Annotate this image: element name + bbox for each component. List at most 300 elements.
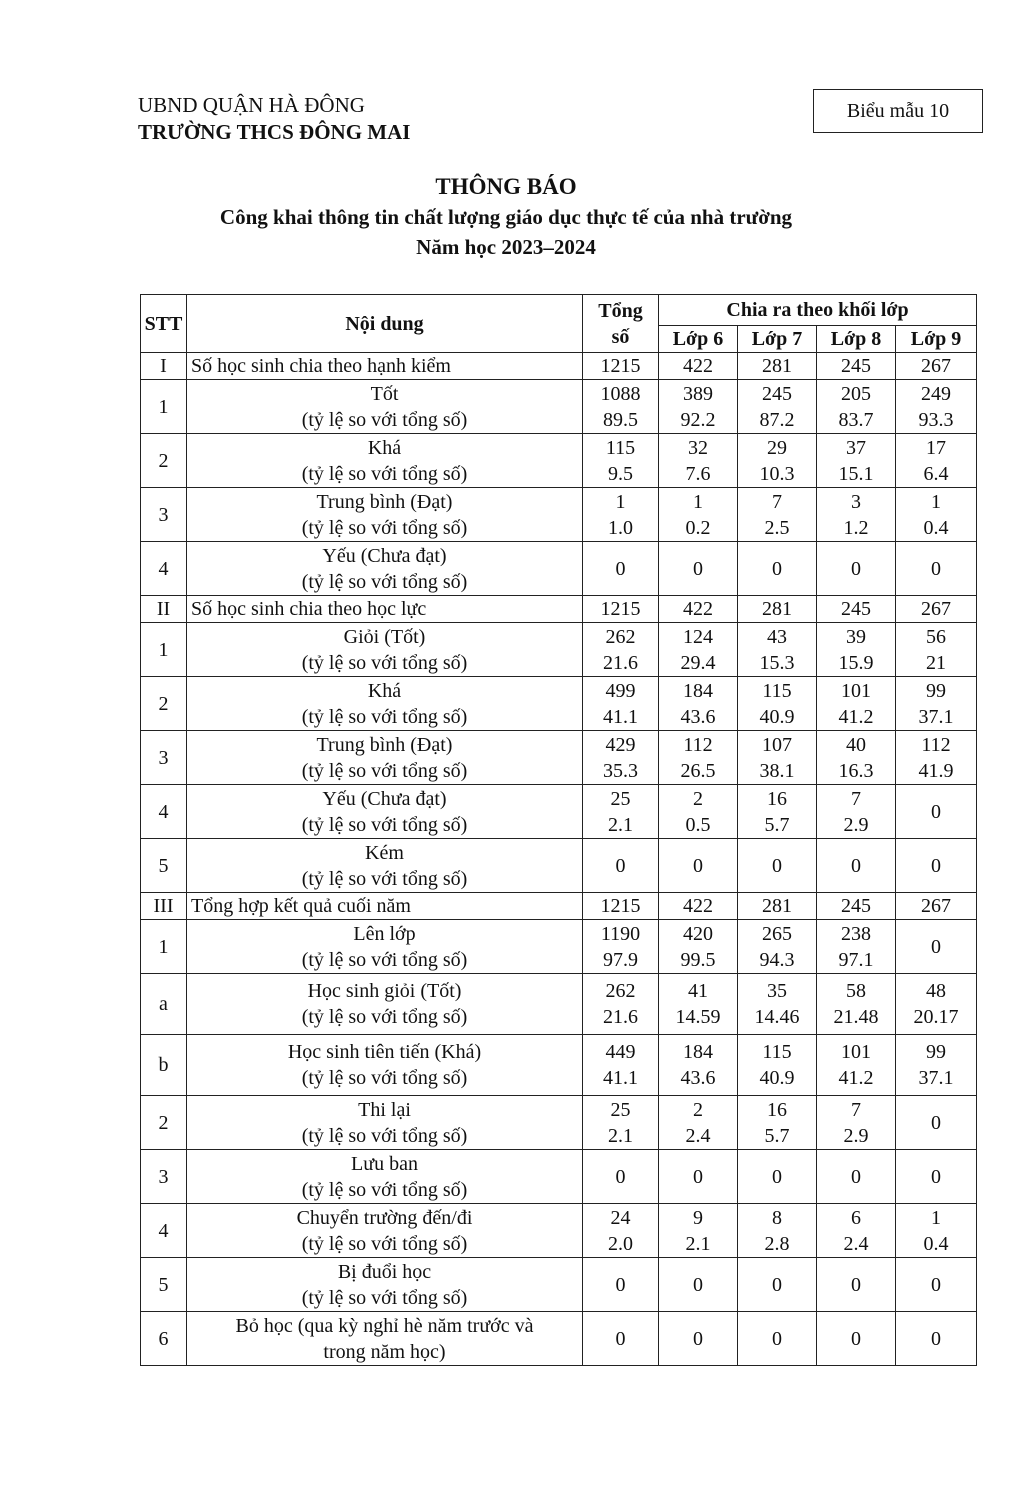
count-value: 7 (772, 490, 782, 513)
percent-value: 2.4 (843, 1232, 869, 1255)
header-grade-6: Lớp 6 (659, 326, 738, 353)
row-total-cell (583, 920, 659, 974)
row-label-cell (187, 380, 583, 434)
header-total-line1: Tổng (598, 299, 643, 322)
row-label-cell (187, 839, 583, 893)
grade-cell (817, 1096, 896, 1150)
count-value: 1 (931, 1206, 942, 1229)
count-value: 0 (931, 1273, 942, 1296)
row-label: Học sinh tiên tiến (Khá) (287, 1041, 482, 1063)
row-sublabel: (tỷ lệ so với tổng số) (301, 705, 468, 728)
count-value: 101 (841, 1041, 871, 1063)
grade-cell (738, 920, 817, 974)
count-value: 112 (921, 733, 951, 756)
count-value: 29 (767, 436, 787, 459)
grade-cell (817, 542, 896, 596)
grade-cell (896, 542, 977, 596)
count-value: 112 (683, 733, 713, 756)
count-value: 0 (615, 557, 626, 580)
percent-value: 16.3 (838, 759, 874, 782)
grade-cell (659, 1312, 738, 1366)
grade-cell (896, 380, 977, 434)
grade-cell (817, 677, 896, 731)
percent-value: 2.0 (608, 1232, 633, 1255)
grade-cell (817, 920, 896, 974)
percent-value: 21.48 (833, 1006, 879, 1028)
table-row (141, 974, 977, 1035)
row-total-cell (583, 1096, 659, 1150)
row-number: 2 (141, 677, 187, 731)
table-row (141, 1035, 977, 1096)
row-sublabel: (tỷ lệ so với tổng số) (301, 1124, 468, 1147)
grade-cell (738, 1096, 817, 1150)
grade-cell (896, 677, 977, 731)
grade-cell (659, 1150, 738, 1204)
percent-value: 29.4 (680, 651, 716, 674)
percent-value: 2.1 (608, 1124, 633, 1147)
table-row (141, 1204, 977, 1258)
count-value: 99 (926, 679, 947, 702)
section-grade-value: 267 (896, 893, 977, 920)
row-total-cell (583, 1312, 659, 1366)
count-value: 0 (615, 1273, 626, 1296)
count-value: 2 (693, 787, 703, 810)
row-sublabel: (tỷ lệ so với tổng số) (301, 1067, 468, 1089)
count-value: 265 (762, 922, 792, 945)
count-value: 37 (846, 436, 866, 459)
document-title: THÔNG BÁO (435, 174, 577, 199)
percent-value: 1.0 (608, 516, 633, 539)
count-value: 0 (772, 1273, 782, 1296)
grade-cell (659, 920, 738, 974)
count-value: 1 (693, 490, 703, 513)
grade-cell (896, 1258, 977, 1312)
count-value: 1088 (600, 382, 641, 405)
grade-cell (738, 434, 817, 488)
percent-value: 89.5 (603, 408, 638, 431)
section-grade-value: 281 (738, 893, 817, 920)
row-number: b (141, 1035, 187, 1096)
percent-value: 10.3 (759, 462, 795, 485)
percent-value: 26.5 (680, 759, 716, 782)
count-value: 0 (851, 557, 861, 580)
table-row (141, 785, 977, 839)
count-value: 262 (605, 980, 636, 1002)
row-sublabel: (tỷ lệ so với tổng số) (301, 1006, 468, 1028)
table-row (141, 1150, 977, 1204)
percent-value: 7.6 (685, 462, 711, 485)
row-label-cell (187, 434, 583, 488)
grade-cell (738, 1258, 817, 1312)
organization-header (138, 92, 410, 146)
section-total: 1215 (583, 596, 659, 623)
count-value: 1 (931, 490, 942, 513)
row-number: 4 (141, 1204, 187, 1258)
row-sublabel: (tỷ lệ so với tổng số) (301, 570, 468, 593)
row-label-cell (187, 920, 583, 974)
count-value: 429 (605, 733, 636, 756)
grade-cell (896, 839, 977, 893)
grade-cell (659, 785, 738, 839)
section-grade-value: 267 (896, 596, 977, 623)
row-label-cell (187, 1204, 583, 1258)
grade-cell (738, 677, 817, 731)
count-value: 0 (931, 935, 942, 958)
row-label: Bị đuổi học (337, 1260, 432, 1283)
percent-value: 99.5 (680, 948, 716, 971)
row-label: Trung bình (Đạt) (316, 490, 453, 513)
section-grade-value: 422 (659, 353, 738, 380)
percent-value: 15.9 (838, 651, 874, 674)
count-value: 9 (693, 1206, 703, 1229)
count-value: 17 (926, 436, 947, 459)
grade-cell (817, 974, 896, 1035)
row-number: 2 (141, 434, 187, 488)
grade-cell (738, 488, 817, 542)
grade-cell (659, 1258, 738, 1312)
grade-cell (817, 785, 896, 839)
section-row (141, 893, 977, 920)
section-grade-value: 281 (738, 353, 817, 380)
document-subtitle: Công khai thông tin chất lượng giáo dục thực tế của nhà trường (219, 205, 793, 229)
count-value: 0 (851, 1327, 861, 1350)
row-sublabel: (tỷ lệ so với tổng số) (301, 759, 468, 782)
count-value: 0 (693, 854, 703, 877)
grade-cell (738, 839, 817, 893)
section-grade-value: 245 (817, 596, 896, 623)
count-value: 0 (931, 854, 942, 877)
count-value: 0 (931, 800, 942, 823)
header-total (583, 295, 659, 353)
row-number: a (141, 974, 187, 1035)
section-row (141, 353, 977, 380)
percent-value: 92.2 (680, 408, 716, 431)
grade-cell (738, 1150, 817, 1204)
percent-value: 43.6 (680, 705, 716, 728)
row-label: Học sinh giỏi (Tốt) (307, 980, 462, 1002)
grade-cell (738, 1035, 817, 1096)
grade-cell (817, 1204, 896, 1258)
percent-value: 38.1 (759, 759, 795, 782)
count-value: 40 (846, 733, 866, 756)
table-row (141, 1258, 977, 1312)
row-number: 5 (141, 1258, 187, 1312)
row-label: Yếu (Chưa đạt) (322, 544, 447, 567)
count-value: 2 (693, 1098, 703, 1121)
row-label: Khá (367, 679, 402, 702)
grade-cell (659, 542, 738, 596)
percent-value: 9.5 (608, 462, 633, 485)
grade-cell (817, 623, 896, 677)
row-sublabel: trong năm học) (323, 1340, 446, 1363)
grade-cell (738, 380, 817, 434)
percent-value: 0.4 (923, 1232, 949, 1255)
table-row (141, 1312, 977, 1366)
percent-value: 15.3 (759, 651, 795, 674)
count-value: 1190 (600, 922, 641, 945)
count-value: 48 (926, 980, 947, 1002)
row-number: 3 (141, 488, 187, 542)
grade-cell (738, 974, 817, 1035)
row-label: Lên lớp (353, 922, 416, 945)
grade-cell (896, 1150, 977, 1204)
grade-cell (817, 1150, 896, 1204)
grade-cell (659, 488, 738, 542)
grade-cell (659, 731, 738, 785)
table-row (141, 623, 977, 677)
section-number: III (141, 893, 187, 920)
row-label: Trung bình (Đạt) (316, 733, 453, 756)
row-sublabel: (tỷ lệ so với tổng số) (301, 408, 468, 431)
grade-cell (738, 785, 817, 839)
section-grade-value: 422 (659, 893, 738, 920)
row-sublabel: (tỷ lệ so với tổng số) (301, 1232, 468, 1255)
grade-cell (896, 488, 977, 542)
section-grade-value: 281 (738, 596, 817, 623)
count-value: 245 (762, 382, 792, 405)
table-row (141, 1096, 977, 1150)
percent-value: 83.7 (838, 408, 874, 431)
count-value: 389 (683, 382, 713, 405)
table-row (141, 920, 977, 974)
grade-cell (659, 1035, 738, 1096)
percent-value: 40.9 (759, 1067, 795, 1089)
count-value: 499 (605, 679, 636, 702)
count-value: 0 (851, 1165, 861, 1188)
grade-cell (817, 1035, 896, 1096)
row-total-cell (583, 1150, 659, 1204)
percent-value: 94.3 (759, 948, 795, 971)
table-row (141, 542, 977, 596)
count-value: 238 (841, 922, 871, 945)
row-sublabel: (tỷ lệ so với tổng số) (301, 516, 468, 539)
row-label: Giỏi (Tốt) (343, 625, 426, 648)
count-value: 0 (931, 1111, 942, 1134)
section-title: Số học sinh chia theo học lực (187, 596, 583, 623)
count-value: 0 (931, 557, 942, 580)
count-value: 56 (926, 625, 947, 648)
row-number: 4 (141, 542, 187, 596)
count-value: 7 (851, 787, 861, 810)
count-value: 0 (615, 1165, 626, 1188)
grade-cell (659, 623, 738, 677)
grade-cell (659, 380, 738, 434)
percent-value: 2.8 (764, 1232, 790, 1255)
row-label-cell (187, 1035, 583, 1096)
count-value: 32 (688, 436, 708, 459)
form-label: Biểu mẫu 10 (846, 99, 950, 122)
percent-value: 14.46 (754, 1006, 800, 1028)
school-name: TRƯỜNG THCS ĐÔNG MAI (138, 120, 411, 144)
percent-value: 21.6 (603, 651, 638, 674)
grade-cell (817, 434, 896, 488)
count-value: 16 (767, 787, 787, 810)
row-number: 3 (141, 1150, 187, 1204)
row-total-cell (583, 542, 659, 596)
table-row (141, 434, 977, 488)
grade-cell (817, 731, 896, 785)
section-title: Tổng hợp kết quả cuối năm (187, 893, 583, 920)
table-row (141, 380, 977, 434)
row-total-cell (583, 1204, 659, 1258)
count-value: 0 (693, 1273, 703, 1296)
count-value: 0 (772, 854, 782, 877)
section-grade-value: 267 (896, 353, 977, 380)
count-value: 184 (683, 679, 713, 702)
row-number: 1 (141, 380, 187, 434)
percent-value: 41.1 (603, 1067, 638, 1089)
count-value: 0 (772, 1327, 782, 1350)
section-number: II (141, 596, 187, 623)
grade-cell (659, 1204, 738, 1258)
quality-report-table (140, 294, 977, 1366)
count-value: 0 (693, 1327, 703, 1350)
count-value: 35 (767, 980, 787, 1002)
grade-cell (817, 1258, 896, 1312)
grade-cell (896, 1035, 977, 1096)
count-value: 41 (688, 980, 708, 1002)
header-grade-group: Chia ra theo khối lớp (659, 295, 977, 326)
row-number: 1 (141, 623, 187, 677)
count-value: 0 (693, 1165, 703, 1188)
grade-cell (896, 1096, 977, 1150)
percent-value: 93.3 (918, 408, 954, 431)
section-grade-value: 245 (817, 353, 896, 380)
count-value: 101 (841, 679, 871, 702)
count-value: 7 (851, 1098, 861, 1121)
table-row (141, 488, 977, 542)
grade-cell (738, 623, 817, 677)
percent-value: 41.2 (838, 705, 874, 728)
percent-value: 35.3 (603, 759, 638, 782)
row-total-cell (583, 380, 659, 434)
grade-cell (896, 731, 977, 785)
count-value: 99 (926, 1041, 947, 1063)
row-label-cell (187, 731, 583, 785)
row-label-cell (187, 1258, 583, 1312)
row-total-cell (583, 488, 659, 542)
grade-cell (738, 1204, 817, 1258)
count-value: 8 (772, 1206, 782, 1229)
count-value: 205 (841, 382, 871, 405)
count-value: 184 (683, 1041, 713, 1063)
row-sublabel: (tỷ lệ so với tổng số) (301, 867, 468, 890)
count-value: 262 (605, 625, 636, 648)
grade-cell (738, 1312, 817, 1366)
grade-cell (896, 623, 977, 677)
count-value: 115 (762, 679, 792, 702)
percent-value: 41.2 (838, 1067, 874, 1089)
count-value: 0 (772, 557, 782, 580)
count-value: 0 (931, 1165, 942, 1188)
count-value: 115 (762, 1041, 792, 1063)
percent-value: 37.1 (918, 1067, 954, 1089)
row-label: Tốt (370, 382, 399, 405)
row-number: 2 (141, 1096, 187, 1150)
grade-cell (896, 1312, 977, 1366)
header-total-line2: số (611, 325, 630, 348)
percent-value: 2.1 (685, 1232, 711, 1255)
row-label: Lưu ban (351, 1152, 418, 1175)
count-value: 58 (846, 980, 866, 1002)
percent-value: 6.4 (923, 462, 949, 485)
percent-value: 0.2 (685, 516, 711, 539)
count-value: 0 (693, 557, 703, 580)
percent-value: 41.1 (603, 705, 638, 728)
table-row (141, 839, 977, 893)
document-title-block (0, 172, 1012, 262)
section-number: I (141, 353, 187, 380)
row-total-cell (583, 1035, 659, 1096)
header-grade-8: Lớp 8 (817, 326, 896, 353)
row-total-cell (583, 434, 659, 488)
grade-cell (817, 380, 896, 434)
count-value: 124 (683, 625, 713, 648)
count-value: 6 (851, 1206, 861, 1229)
header-grade-9: Lớp 9 (896, 326, 977, 353)
row-label-cell (187, 1150, 583, 1204)
percent-value: 2.9 (843, 1124, 869, 1147)
section-total: 1215 (583, 893, 659, 920)
row-total-cell (583, 677, 659, 731)
grade-cell (659, 677, 738, 731)
grade-cell (896, 920, 977, 974)
row-total-cell (583, 839, 659, 893)
district-name: UBND QUẬN HÀ ĐÔNG (138, 93, 365, 117)
count-value: 0 (615, 854, 626, 877)
row-number: 1 (141, 920, 187, 974)
row-label-cell (187, 974, 583, 1035)
row-label-cell (187, 1312, 583, 1366)
grade-cell (659, 839, 738, 893)
header-content: Nội dung (187, 295, 583, 353)
count-value: 24 (610, 1206, 631, 1229)
row-label-cell (187, 1096, 583, 1150)
row-total-cell (583, 785, 659, 839)
percent-value: 40.9 (759, 705, 795, 728)
report-body (141, 353, 977, 1366)
row-number: 5 (141, 839, 187, 893)
percent-value: 0.4 (923, 516, 949, 539)
grade-cell (659, 434, 738, 488)
percent-value: 5.7 (764, 1124, 790, 1147)
percent-value: 43.6 (680, 1067, 716, 1089)
count-value: 107 (762, 733, 792, 756)
count-value: 0 (772, 1165, 782, 1188)
form-label-box (813, 89, 983, 133)
percent-value: 2.9 (843, 813, 869, 836)
count-value: 39 (846, 625, 866, 648)
section-grade-value: 245 (817, 893, 896, 920)
count-value: 43 (767, 625, 787, 648)
grade-cell (896, 434, 977, 488)
percent-value: 97.1 (838, 948, 874, 971)
grade-cell (817, 488, 896, 542)
row-number: 6 (141, 1312, 187, 1366)
grade-cell (659, 1096, 738, 1150)
row-label-cell (187, 542, 583, 596)
count-value: 449 (605, 1041, 636, 1063)
table-row (141, 677, 977, 731)
row-sublabel: (tỷ lệ so với tổng số) (301, 651, 468, 674)
row-label: Thi lại (358, 1098, 411, 1121)
header-grade-7: Lớp 7 (738, 326, 817, 353)
row-label: Bỏ học (qua kỳ nghỉ hè năm trước và (235, 1314, 534, 1337)
count-value: 249 (921, 382, 952, 405)
row-label: Yếu (Chưa đạt) (322, 787, 447, 810)
row-label: Kém (365, 841, 404, 864)
grade-cell (738, 731, 817, 785)
